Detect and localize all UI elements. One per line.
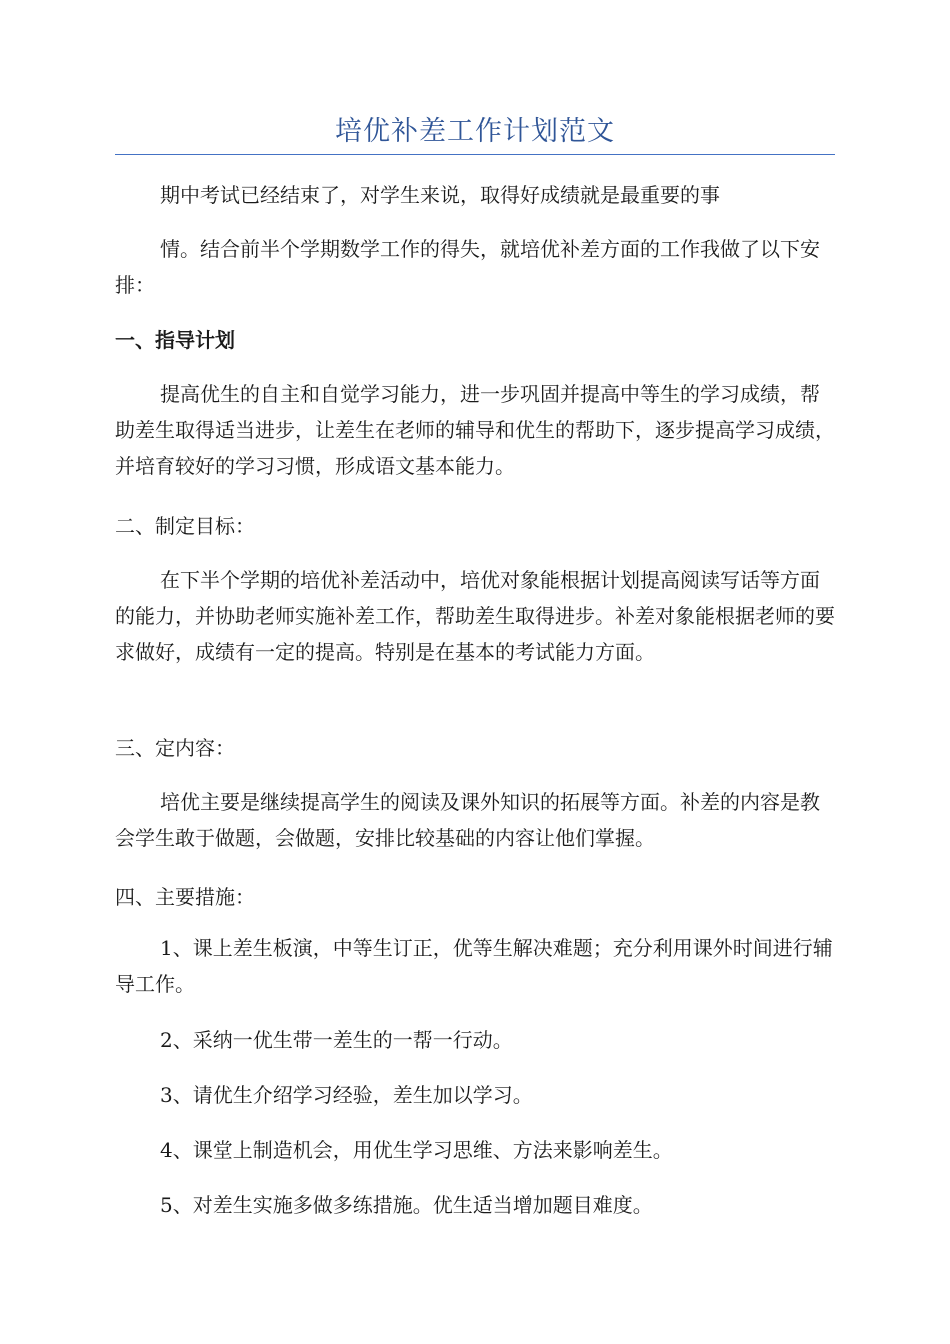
section-body-goals: 在下半个学期的培优补差活动中，培优对象能根据计划提高阅读写话等方面的能力，并协助老师实施补差工作，帮助差生取得进步。补差对象能根据老师的要求做好，成绩有一定的提高。特别是在基本的考试能力方面。: [115, 568, 835, 664]
measure-item: 2、采纳一优生带一差生的一帮一行动。: [160, 1028, 513, 1052]
measure-item: 3、请优生介绍学习经验，差生加以学习。: [160, 1083, 533, 1107]
section-heading-guidance-plan: 一、指导计划: [115, 328, 235, 352]
section-heading-content: 三、定内容：: [115, 736, 235, 760]
section-heading-goals: 二、制定目标：: [115, 514, 255, 538]
measure-item: 4、课堂上制造机会，用优生学习思维、方法来影响差生。: [160, 1138, 673, 1162]
section-body-content: 培优主要是继续提高学生的阅读及课外知识的拓展等方面。补差的内容是教会学生敢于做题，会做题，安排比较基础的内容让他们掌握。: [115, 790, 820, 850]
title-underline: [115, 154, 835, 155]
section-heading-measures: 四、主要措施：: [115, 885, 255, 909]
section-body-guidance-plan: 提高优生的自主和自觉学习能力，进一步巩固并提高中等生的学习成绩，帮助差生取得适当进步，让差生在老师的辅导和优生的帮助下，逐步提高学习成绩，并培育较好的学习习惯，形成语文基本能力。: [115, 382, 835, 478]
intro-paragraph-line1: 期中考试已经结束了，对学生来说，取得好成绩就是最重要的事: [160, 183, 720, 207]
intro-paragraph-continued: 情。结合前半个学期数学工作的得失，就培优补差方面的工作我做了以下安排：: [115, 237, 820, 297]
measure-item: 1、课上差生板演，中等生订正，优等生解决难题；充分利用课外时间进行辅导工作。: [115, 936, 833, 996]
measure-item: 5、对差生实施多做多练措施。优生适当增加题目难度。: [160, 1193, 653, 1217]
document-title: 培优补差工作计划范文: [335, 116, 615, 147]
